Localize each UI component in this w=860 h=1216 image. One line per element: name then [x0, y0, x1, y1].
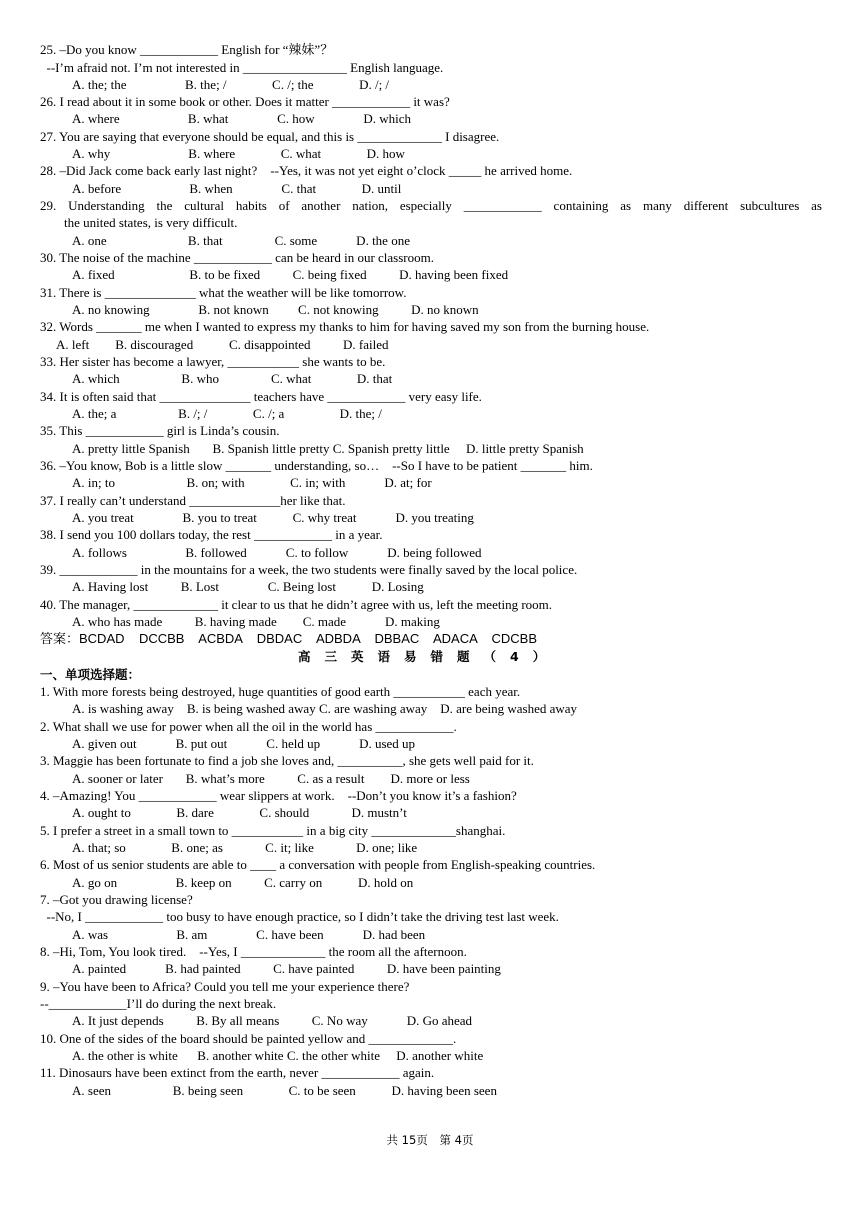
options-10: A. the other is white B. another white C. the other white D. another white [72, 1048, 484, 1063]
question-8: 8. –Hi, Tom, You look tired. --Yes, I _____________ the room all the afternoon. [40, 944, 467, 959]
options-39: A. Having lost B. Lost C. Being lost D. Losing [72, 579, 424, 594]
options-6: A. go on B. keep on C. carry on D. hold on [72, 875, 414, 890]
question-4: 4. –Amazing! You ____________ wear slippers at work. --Don’t you know it’s a fashion? [40, 788, 517, 803]
question-36: 36. –You know, Bob is a little slow _______ understanding, so… --So I have to be patient _______ him. [40, 458, 593, 473]
section-heading: 一、单项选择题： [40, 667, 141, 682]
options-4: A. ought to B. dare C. should D. mustn’t [72, 805, 407, 820]
options-1: A. is washing away B. is being washed away C. are washing away D. are being washed away [72, 701, 578, 716]
options-35: A. pretty little Spanish B. Spanish little pretty C. Spanish pretty little D. little pretty Spanish [72, 441, 584, 456]
section-title: 高三英语易错题（4） [298, 649, 560, 664]
question-6: 6. Most of us senior students are able to ____ a conversation with people from English-speaking countries. [40, 857, 596, 872]
options-9: A. It just depends B. By all means C. No way D. Go ahead [72, 1013, 473, 1028]
question-9: 9. –You have been to Africa? Could you tell me your experience there? [40, 979, 410, 994]
question-26: 26. I read about it in some book or other. Does it matter ____________ it was? [40, 94, 450, 109]
question-7: 7. –Got you drawing license? [40, 892, 193, 907]
question-28: 28. –Did Jack come back early last night? --Yes, it was not yet eight o’clock _____ he arrived home. [40, 163, 573, 178]
options-34: A. the; a B. /; / C. /; a D. the; / [72, 406, 382, 421]
question-5: 5. I prefer a street in a small town to ___________ in a big city _____________shanghai. [40, 823, 506, 838]
options-37: A. you treat B. you to treat C. why treat D. you treating [72, 510, 474, 525]
options-3: A. sooner or later B. what’s more C. as a result D. more or less [72, 771, 470, 786]
question-34: 34. It is often said that ______________ teachers have ____________ very easy life. [40, 389, 482, 404]
options-27: A. why B. where C. what D. how [72, 146, 405, 161]
question-10: 10. One of the sides of the board should be painted yellow and _____________. [40, 1031, 457, 1046]
question-9-reply: --____________I’ll do during the next break. [40, 996, 277, 1011]
question-35: 35. This ____________ girl is Linda’s cousin. [40, 423, 280, 438]
page-footer [0, 1132, 860, 1148]
options-38: A. follows B. followed C. to follow D. being followed [72, 545, 482, 560]
question-39: 39. ____________ in the mountains for a week, the two students were finally saved by the local police. [40, 562, 578, 577]
options-29: A. one B. that C. some D. the one [72, 233, 410, 248]
options-5: A. that; so B. one; as C. it; like D. one; like [72, 840, 418, 855]
question-1: 1. With more forests being destroyed, huge quantities of good earth ___________ each year. [40, 684, 521, 699]
options-31: A. no knowing B. not known C. not knowing D. no known [72, 302, 479, 317]
question-27: 27. You are saying that everyone should be equal, and this is _____________ I disagree. [40, 129, 500, 144]
question-31: 31. There is ______________ what the weather will be like tomorrow. [40, 285, 407, 300]
options-7: A. was B. am C. have been D. had been [72, 927, 426, 942]
question-37: 37. I really can’t understand ______________her like that. [40, 493, 346, 508]
question-25: 25. –Do you know ____________ English for “辣妹”？ [40, 42, 334, 57]
options-36: A. in; to B. on; with C. in; with D. at; for [72, 475, 432, 490]
current-page: 第 4页 [439, 1133, 474, 1147]
options-25: A. the; the B. the; / C. /; the D. /; / [72, 77, 390, 92]
options-8: A. painted B. had painted C. have painted D. have been painting [72, 961, 501, 976]
question-33: 33. Her sister has become a lawyer, ___________ she wants to be. [40, 354, 386, 369]
options-30: A. fixed B. to be fixed C. being fixed D. having been fixed [72, 267, 509, 282]
question-29-cont: the united states, is very difficult. [64, 215, 238, 230]
question-38: 38. I send you 100 dollars today, the rest ____________ in a year. [40, 527, 383, 542]
options-2: A. given out B. put out C. held up D. used up [72, 736, 416, 751]
question-30: 30. The noise of the machine ____________ can be heard in our classroom. [40, 250, 434, 265]
question-7-reply: --No, I ____________ too busy to have enough practice, so I didn’t take the driving test last week. [40, 909, 559, 924]
total-pages: 共 15页 [386, 1133, 428, 1147]
question-2: 2. What shall we use for power when all the oil in the world has ____________. [40, 719, 457, 734]
options-11: A. seen B. being seen C. to be seen D. having been seen [72, 1083, 497, 1098]
options-32: A. left B. discouraged C. disappointed D. failed [56, 337, 389, 352]
options-40: A. who has made B. having made C. made D. making [72, 614, 440, 629]
question-11: 11. Dinosaurs have been extinct from the earth, never ____________ again. [40, 1065, 435, 1080]
answer-key: 答案：BCDAD DCCBB ACBDA DBDAC ADBDA DBBAC ADACA CDCBB [40, 631, 538, 646]
question-29: 29. Understanding the cultural habits of another nation, especially ____________ containing as many different subcultures as [40, 198, 822, 213]
options-33: A. which B. who C. what D. that [72, 371, 393, 386]
question-25-reply: --I’m afraid not. I’m not interested in ________________ English language. [40, 60, 444, 75]
question-32: 32. Words _______ me when I wanted to express my thanks to him for having saved my son from the burning house. [40, 319, 650, 334]
question-3: 3. Maggie has been fortunate to find a job she loves and, __________, she gets well paid for it. [40, 753, 534, 768]
options-26: A. where B. what C. how D. which [72, 111, 412, 126]
question-40: 40. The manager, _____________ it clear to us that he didn’t agree with us, left the meeting room. [40, 597, 553, 612]
options-28: A. before B. when C. that D. until [72, 181, 402, 196]
